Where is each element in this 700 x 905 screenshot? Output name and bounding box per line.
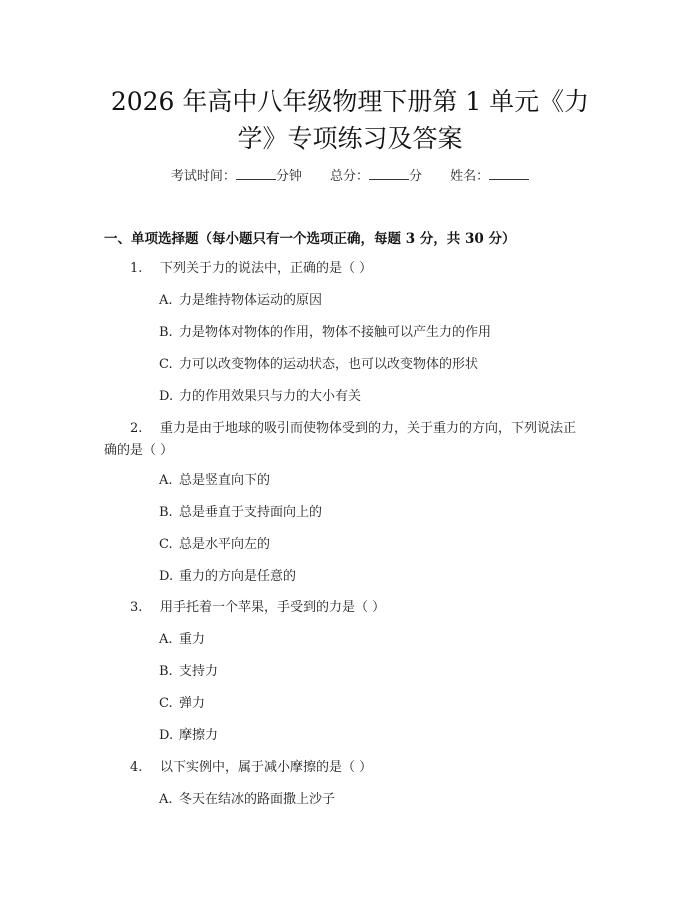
option-text: 重力 xyxy=(179,632,206,647)
question-text-continued: 确的是（ ） xyxy=(104,443,174,458)
option-3c xyxy=(159,693,205,715)
option-text: 冬天在结冰的路面撒上沙子 xyxy=(179,792,336,807)
section-heading: 一、单项选择题（每小题只有一个选项正确，每题 3 分，共 30 分） xyxy=(104,231,516,247)
option-label: A. xyxy=(159,293,173,308)
option-label: B. xyxy=(159,325,173,340)
total-score-blank[interactable] xyxy=(369,167,409,180)
option-label: D. xyxy=(159,389,174,404)
option-label: D. xyxy=(159,728,174,743)
question-text: 以下实例中，属于减小摩擦的是（ ） xyxy=(160,760,373,775)
option-2d xyxy=(159,566,296,588)
question-text: 用手托着一个苹果，手受到的力是（ ） xyxy=(160,600,386,615)
total-score xyxy=(330,166,422,188)
option-1b xyxy=(159,322,491,344)
option-text: 弹力 xyxy=(179,696,206,711)
option-3b xyxy=(159,661,218,683)
question-1 xyxy=(104,258,604,280)
option-1a xyxy=(159,290,322,312)
page-title-line-2: 学》专项练习及答案 xyxy=(237,124,463,153)
option-text: 力是维持物体运动的原因 xyxy=(179,293,323,308)
exam-time-unit: 分钟 xyxy=(275,169,302,184)
question-number: 3. xyxy=(130,600,143,615)
option-1d xyxy=(159,386,361,408)
option-label: C. xyxy=(159,357,173,372)
exam-time xyxy=(171,166,302,188)
student-name-label: 姓名： xyxy=(450,169,490,184)
student-name xyxy=(450,166,529,188)
exam-time-blank[interactable] xyxy=(236,167,276,180)
total-score-unit: 分 xyxy=(409,169,423,184)
option-1c xyxy=(159,354,478,376)
option-label: A. xyxy=(159,632,173,647)
option-text: 总是竖直向下的 xyxy=(179,473,271,488)
option-label: B. xyxy=(159,664,173,679)
option-label: C. xyxy=(159,696,173,711)
option-2a xyxy=(159,470,270,492)
option-label: A. xyxy=(159,473,173,488)
student-name-blank[interactable] xyxy=(489,167,529,180)
exam-meta xyxy=(0,166,700,188)
option-label: C. xyxy=(159,537,173,552)
option-2b xyxy=(159,502,322,524)
option-label: D. xyxy=(159,569,174,584)
question-2 xyxy=(104,418,604,440)
question-3 xyxy=(104,597,604,619)
option-text: 力的作用效果只与力的大小有关 xyxy=(179,389,362,404)
option-text: 力是物体对物体的作用，物体不接触可以产生力的作用 xyxy=(179,325,492,340)
exam-time-label: 考试时间： xyxy=(170,169,236,184)
option-2c xyxy=(159,534,270,556)
page-title-line-1: 2026 年高中八年级物理下册第 1 单元《力 xyxy=(110,87,590,116)
option-text: 力可以改变物体的运动状态，也可以改变物体的形状 xyxy=(179,357,479,372)
question-number: 4. xyxy=(130,760,143,775)
total-score-label: 总分： xyxy=(329,169,369,184)
question-text: 下列关于力的说法中，正确的是（ ） xyxy=(160,261,373,276)
option-4a xyxy=(159,789,335,811)
question-number: 2. xyxy=(130,421,143,436)
question-text: 重力是由于地球的吸引而使物体受到的力，关于重力的方向，下列说法正 xyxy=(160,421,577,436)
question-number: 1. xyxy=(130,261,143,276)
question-2-continued xyxy=(104,440,604,462)
question-4 xyxy=(104,757,604,779)
option-label: A. xyxy=(159,792,173,807)
option-text: 重力的方向是任意的 xyxy=(179,569,297,584)
option-text: 总是水平向左的 xyxy=(179,537,271,552)
option-text: 摩擦力 xyxy=(179,728,219,743)
option-text: 支持力 xyxy=(179,664,219,679)
option-3d xyxy=(159,725,218,747)
option-3a xyxy=(159,629,205,651)
option-label: B. xyxy=(159,505,173,520)
option-text: 总是垂直于支持面向上的 xyxy=(179,505,323,520)
